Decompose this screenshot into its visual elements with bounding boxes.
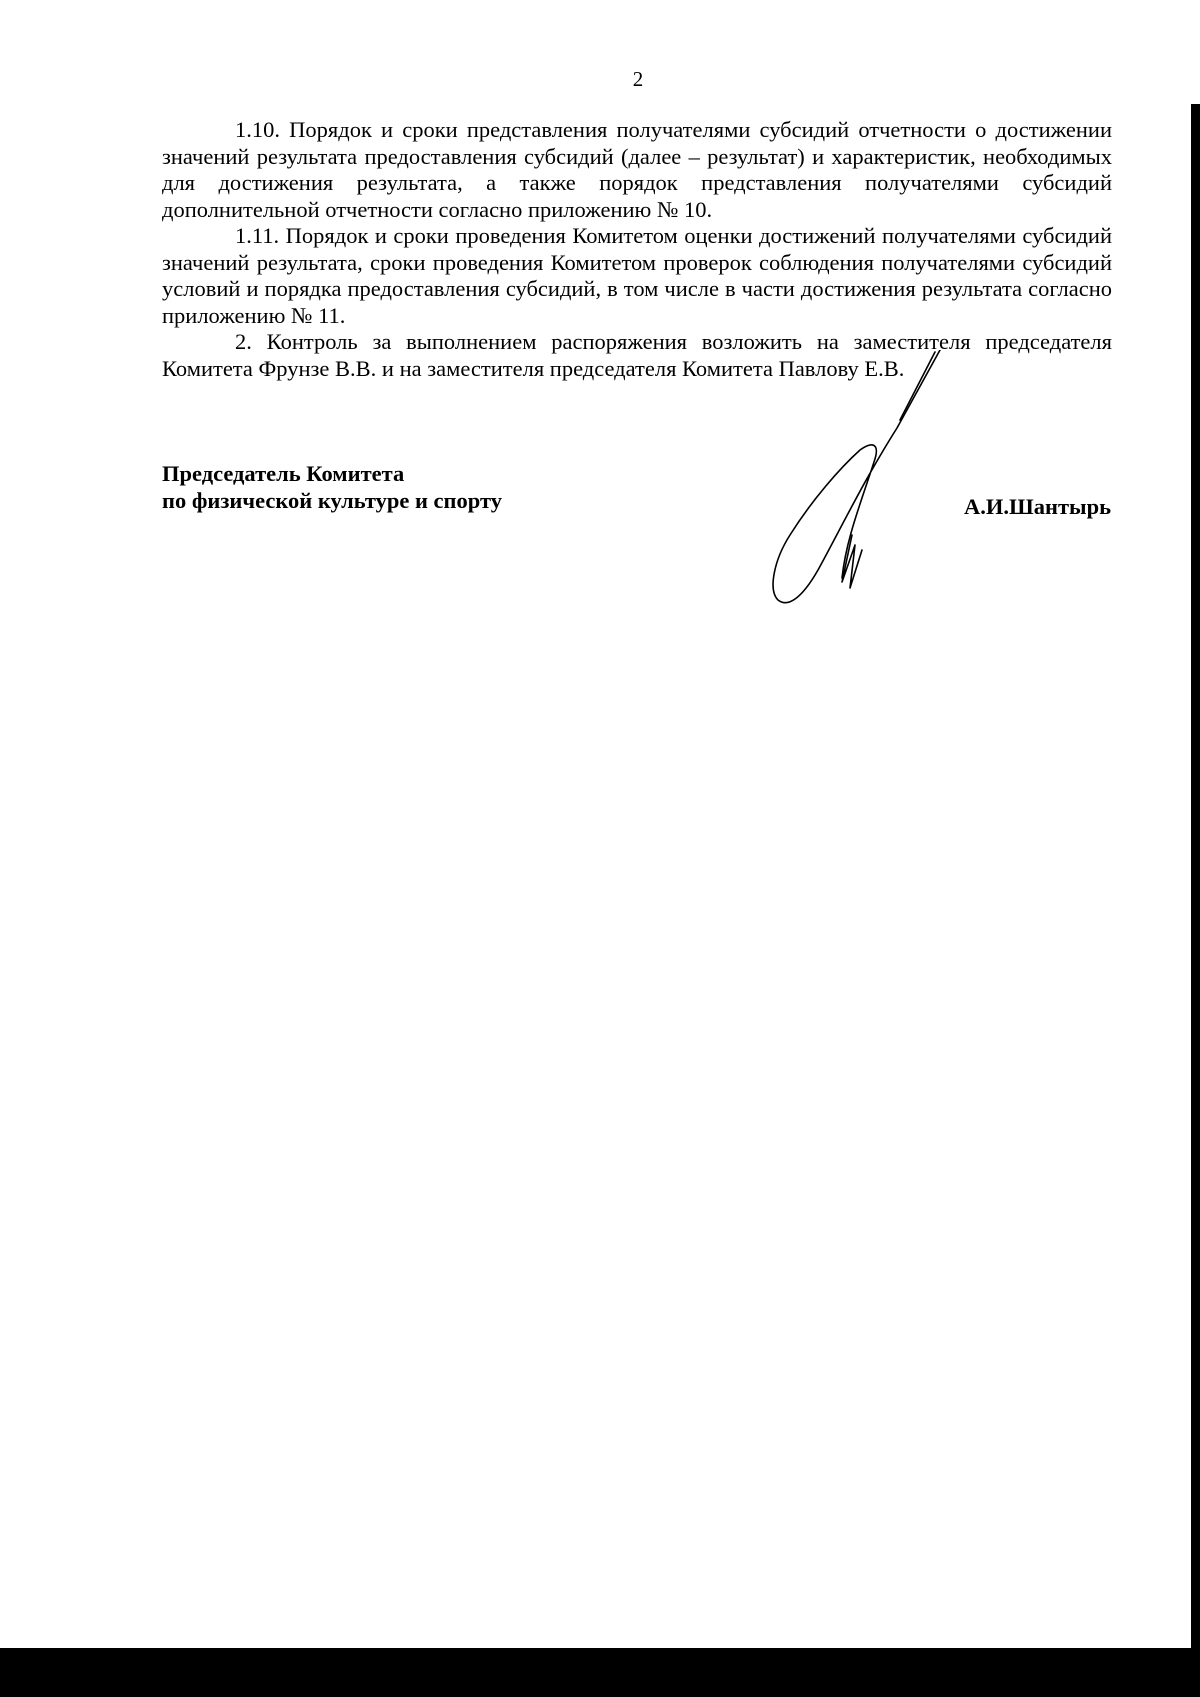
scan-border-bottom [0, 1648, 1200, 1697]
paragraph-1-11: 1.11. Порядок и сроки проведения Комитетом оценки достижений получателями субсидий значений результата, сроки проведения Комитетом проверок соблюдения получателями субсидий условий и порядка предоставления субсидий, в том числе в части достижения результата согласно приложению № 11. [162, 223, 1112, 328]
handwritten-signature-icon [770, 350, 970, 612]
paragraph-1-10: 1.10. Порядок и сроки представления получателями субсидий отчетности о достижении значений результата предоставления субсидий (далее – результат) и характеристик, необходимых для достижения результата, а также порядок представления получателями субсидий дополнительной отчетности согласно приложению № 10. [162, 117, 1112, 222]
position-line-1: Председатель Комитета [162, 461, 405, 486]
position-line-2: по физической культуре и спорту [162, 487, 502, 513]
signatory-position [162, 461, 502, 514]
paragraph-2: 2. Контроль за выполнением распоряжения возложить на заместителя председателя Комитета Фрунзе В.В. и на заместителя председателя Комитета Павлову Е.В. [162, 329, 1112, 381]
signatory-name: А.И.Шантырь [964, 494, 1111, 519]
page-number: 2 [632, 67, 644, 91]
document-body [162, 117, 1112, 382]
scan-border-right [1191, 104, 1200, 1697]
